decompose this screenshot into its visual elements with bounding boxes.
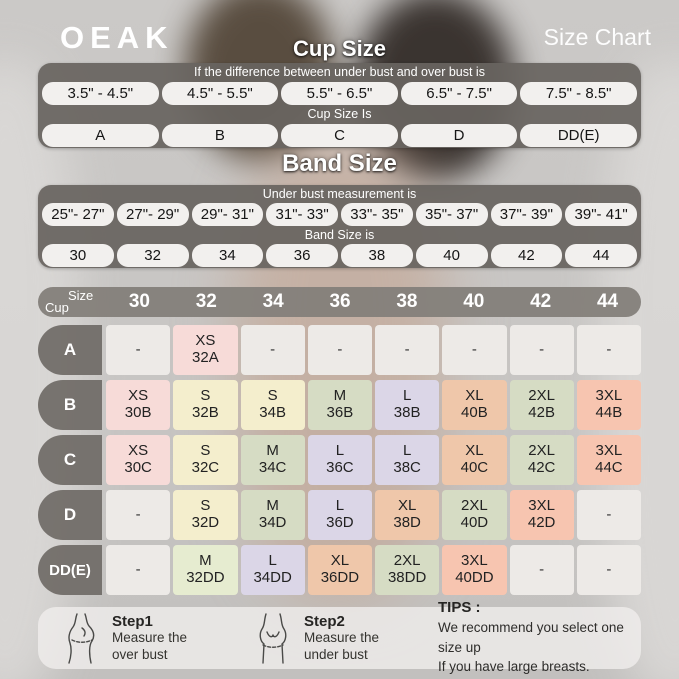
cup-size-table xyxy=(38,63,641,148)
matrix-cell xyxy=(106,435,170,485)
step2-title: Step2 xyxy=(304,612,345,630)
matrix-row-cells xyxy=(106,545,641,595)
cup-condition-header: If the difference between under bust and over bust is xyxy=(194,65,485,80)
matrix-cell-empty: - xyxy=(539,560,545,578)
step1-line2: over bust xyxy=(112,646,168,662)
matrix-cell-code: 30C xyxy=(124,459,152,476)
matrix-cell-empty: - xyxy=(606,340,612,358)
step2-line2: under bust xyxy=(304,646,368,662)
matrix-cell xyxy=(308,545,372,595)
band-size-section-title: Band Size xyxy=(282,150,397,177)
cup-range-row xyxy=(42,82,637,105)
matrix-cell-code: 32D xyxy=(191,514,220,531)
cup-range-cell: 5.5" - 6.5" xyxy=(281,82,398,105)
matrix-row-d xyxy=(38,490,641,540)
matrix-cell-code: 38C xyxy=(393,459,421,476)
band-range-cell: 37"- 39" xyxy=(491,203,563,226)
cup-size-section-title: Cup Size xyxy=(293,36,386,61)
band-range-cell: 39"- 41" xyxy=(565,203,637,226)
band-result-header: Band Size is xyxy=(304,228,375,242)
matrix-cell xyxy=(375,380,439,430)
matrix-cell-size: M xyxy=(333,387,347,405)
matrix-cell xyxy=(241,545,305,595)
matrix-cell-size: XL xyxy=(465,442,484,460)
matrix-cell xyxy=(173,380,237,430)
band-range-row xyxy=(42,203,637,226)
matrix-cell-size: XL xyxy=(330,552,350,570)
matrix-cell xyxy=(375,490,439,540)
matrix-cell xyxy=(106,545,170,595)
matrix-cell-empty: - xyxy=(135,560,141,578)
size-matrix-body xyxy=(38,325,641,600)
band-value-cell: 38 xyxy=(341,244,413,267)
matrix-row-label: B xyxy=(38,380,102,430)
band-range-cell: 29"- 31" xyxy=(192,203,264,226)
matrix-cell-size: 2XL xyxy=(393,552,421,570)
corner-cup-label: Cup xyxy=(45,300,69,315)
matrix-cell-size: 3XL xyxy=(461,552,488,570)
matrix-cell-size: M xyxy=(266,442,279,460)
matrix-cell xyxy=(442,435,506,485)
matrix-cell-code: 36D xyxy=(326,514,354,531)
matrix-column-header: 30 xyxy=(128,291,150,312)
matrix-cell-size: M xyxy=(199,552,212,570)
matrix-row-cells xyxy=(106,435,641,485)
matrix-cell-code: 32DD xyxy=(186,569,225,586)
corner-size-label: Size xyxy=(68,288,94,303)
matrix-cell-code: 44B xyxy=(595,404,623,421)
matrix-cell xyxy=(308,380,372,430)
tips-line2: If you have large breasts. xyxy=(438,659,590,675)
matrix-cell xyxy=(308,490,372,540)
step2-line1: Measure the xyxy=(304,629,380,645)
band-value-cell: 44 xyxy=(565,244,637,267)
band-size-table xyxy=(38,185,641,268)
matrix-column-header: 44 xyxy=(596,291,619,312)
matrix-cell xyxy=(577,325,641,375)
matrix-cell-code: 44C xyxy=(595,459,623,476)
matrix-cell-size: XS xyxy=(128,442,149,460)
matrix-column-header: 40 xyxy=(463,291,485,312)
matrix-corner-cell xyxy=(38,287,102,317)
matrix-column-header: 42 xyxy=(530,291,552,312)
matrix-cell-empty: - xyxy=(135,505,141,523)
matrix-cell-size: L xyxy=(335,497,345,515)
matrix-cell xyxy=(442,490,506,540)
cup-value-row xyxy=(42,124,637,147)
matrix-cell-code: 32A xyxy=(192,349,219,366)
step2-block xyxy=(304,613,422,664)
matrix-cell xyxy=(241,490,305,540)
cup-value-cell: DD(E) xyxy=(520,124,637,147)
cup-range-cell: 3.5" - 4.5" xyxy=(42,82,159,105)
cup-value-cell: C xyxy=(281,124,398,147)
brand-logo: OEAK xyxy=(60,20,174,55)
matrix-cell xyxy=(577,435,641,485)
matrix-cell xyxy=(375,435,439,485)
matrix-cell-code: 30B xyxy=(124,404,152,421)
size-matrix-header xyxy=(38,287,641,317)
matrix-cell xyxy=(577,380,641,430)
matrix-column-header: 34 xyxy=(262,291,284,312)
matrix-cell-code: 32C xyxy=(191,459,220,476)
matrix-cell-code: 36C xyxy=(326,459,354,476)
band-value-cell: 34 xyxy=(192,244,264,267)
matrix-cell xyxy=(106,325,170,375)
matrix-cell-size: XS xyxy=(128,387,149,405)
step1-block xyxy=(112,613,230,664)
matrix-cell-size: 3XL xyxy=(595,442,623,460)
matrix-cell xyxy=(510,380,574,430)
matrix-cell xyxy=(173,435,237,485)
matrix-cell-size: S xyxy=(267,387,278,405)
matrix-cell-code: 42B xyxy=(528,404,555,421)
matrix-cell-size: L xyxy=(402,442,412,460)
matrix-cell-size: S xyxy=(200,387,211,405)
matrix-column-header: 38 xyxy=(396,291,418,312)
cup-value-cell: B xyxy=(162,124,279,147)
matrix-row-label: A xyxy=(38,325,102,375)
matrix-cell-size: 2XL xyxy=(461,497,488,515)
matrix-cell-size: M xyxy=(266,497,279,515)
matrix-row-a xyxy=(38,325,641,375)
matrix-cell-code: 42C xyxy=(527,459,556,476)
measure-under-bust-icon xyxy=(252,612,294,664)
matrix-cell xyxy=(106,380,170,430)
matrix-row-dd(e) xyxy=(38,545,641,595)
cup-range-cell: 7.5" - 8.5" xyxy=(520,82,637,105)
matrix-cell xyxy=(375,325,439,375)
matrix-cell xyxy=(510,490,574,540)
tips-line1: We recommend you select one size up xyxy=(438,620,624,655)
matrix-cell xyxy=(173,545,237,595)
matrix-cell-size: L xyxy=(268,552,277,570)
matrix-cell-size: 3XL xyxy=(528,497,555,515)
matrix-cell-size: 2XL xyxy=(528,387,555,405)
matrix-cell xyxy=(442,380,506,430)
step1-line1: Measure the xyxy=(112,629,188,645)
matrix-cell-empty: - xyxy=(471,340,477,358)
matrix-cell-size: L xyxy=(402,387,412,405)
matrix-cell-code: 42D xyxy=(527,514,556,531)
matrix-cell xyxy=(577,490,641,540)
band-range-cell: 35"- 37" xyxy=(416,203,488,226)
matrix-cell-empty: - xyxy=(270,340,276,358)
matrix-column-header: 32 xyxy=(195,291,217,312)
matrix-cell xyxy=(308,325,372,375)
matrix-cell-code: 34DD xyxy=(253,569,292,586)
matrix-cell-size: S xyxy=(200,442,211,460)
matrix-cell-empty: - xyxy=(606,560,612,578)
matrix-cell xyxy=(510,435,574,485)
matrix-cell-empty: - xyxy=(606,505,612,523)
matrix-row-label: DD(E) xyxy=(38,545,102,595)
cup-result-header: Cup Size Is xyxy=(307,107,372,122)
band-value-cell: 36 xyxy=(266,244,338,267)
matrix-cell-code: 32B xyxy=(192,404,219,421)
matrix-cell-empty: - xyxy=(337,340,343,358)
matrix-row-label: C xyxy=(38,435,102,485)
cup-value-cell: A xyxy=(42,124,159,147)
matrix-cell-code: 34B xyxy=(259,404,286,421)
tips-block xyxy=(438,599,641,677)
matrix-cell-size: 2XL xyxy=(528,442,555,460)
matrix-cell-code: 38B xyxy=(393,404,421,421)
matrix-cell xyxy=(375,545,439,595)
matrix-cell xyxy=(173,490,237,540)
matrix-cell xyxy=(510,325,574,375)
matrix-cell-code: 40D xyxy=(460,514,489,531)
matrix-cell-empty: - xyxy=(539,340,545,358)
band-condition-header: Under bust measurement is xyxy=(262,187,417,201)
matrix-cell-code: 38D xyxy=(393,514,421,531)
matrix-cell-size: XS xyxy=(195,332,216,350)
band-value-row xyxy=(42,244,637,267)
measure-over-bust-icon xyxy=(60,612,102,664)
matrix-cell xyxy=(308,435,372,485)
band-range-cell: 27"- 29" xyxy=(117,203,189,226)
matrix-cell xyxy=(510,545,574,595)
matrix-cell-size: L xyxy=(335,442,345,460)
matrix-cell xyxy=(106,490,170,540)
matrix-cell-code: 40C xyxy=(460,459,489,476)
cup-range-cell: 6.5" - 7.5" xyxy=(401,82,518,105)
matrix-cell-size: 3XL xyxy=(595,387,623,405)
matrix-cell xyxy=(577,545,641,595)
matrix-row-label: D xyxy=(38,490,102,540)
step1-title: Step1 xyxy=(112,612,153,630)
band-value-cell: 42 xyxy=(491,244,563,267)
matrix-row-cells xyxy=(106,490,641,540)
matrix-row-b xyxy=(38,380,641,430)
matrix-cell-empty: - xyxy=(404,340,410,358)
matrix-cell xyxy=(442,545,506,595)
matrix-cell-size: XL xyxy=(465,387,484,405)
band-value-cell: 30 xyxy=(42,244,114,267)
matrix-cell-code: 38DD xyxy=(387,569,427,586)
matrix-cell-code: 34C xyxy=(258,459,287,476)
band-range-cell: 25"- 27" xyxy=(42,203,114,226)
matrix-cell xyxy=(241,435,305,485)
matrix-row-cells xyxy=(106,325,641,375)
matrix-cell xyxy=(241,380,305,430)
band-value-cell: 32 xyxy=(117,244,189,267)
cup-value-cell: D xyxy=(401,124,518,147)
matrix-cell-code: 36DD xyxy=(320,569,360,586)
matrix-cell-size: XL xyxy=(397,497,417,515)
matrix-cell xyxy=(241,325,305,375)
matrix-cell-code: 36B xyxy=(326,404,354,421)
matrix-cell-empty: - xyxy=(135,340,141,358)
matrix-cell xyxy=(173,325,237,375)
matrix-column-header: 36 xyxy=(329,291,351,312)
band-range-cell: 33"- 35" xyxy=(341,203,413,226)
band-range-cell: 31"- 33" xyxy=(266,203,338,226)
tips-title: TIPS : xyxy=(438,599,481,617)
band-value-cell: 40 xyxy=(416,244,488,267)
page-title: Size Chart xyxy=(543,24,651,50)
matrix-row-c xyxy=(38,435,641,485)
cup-range-cell: 4.5" - 5.5" xyxy=(162,82,279,105)
matrix-cell-code: 40B xyxy=(461,404,488,421)
matrix-cell-size: S xyxy=(200,497,211,515)
matrix-cell xyxy=(442,325,506,375)
matrix-row-cells xyxy=(106,380,641,430)
measure-tips-bar xyxy=(38,599,641,675)
matrix-cell-code: 40DD xyxy=(455,569,494,586)
matrix-cell-code: 34D xyxy=(258,514,287,531)
